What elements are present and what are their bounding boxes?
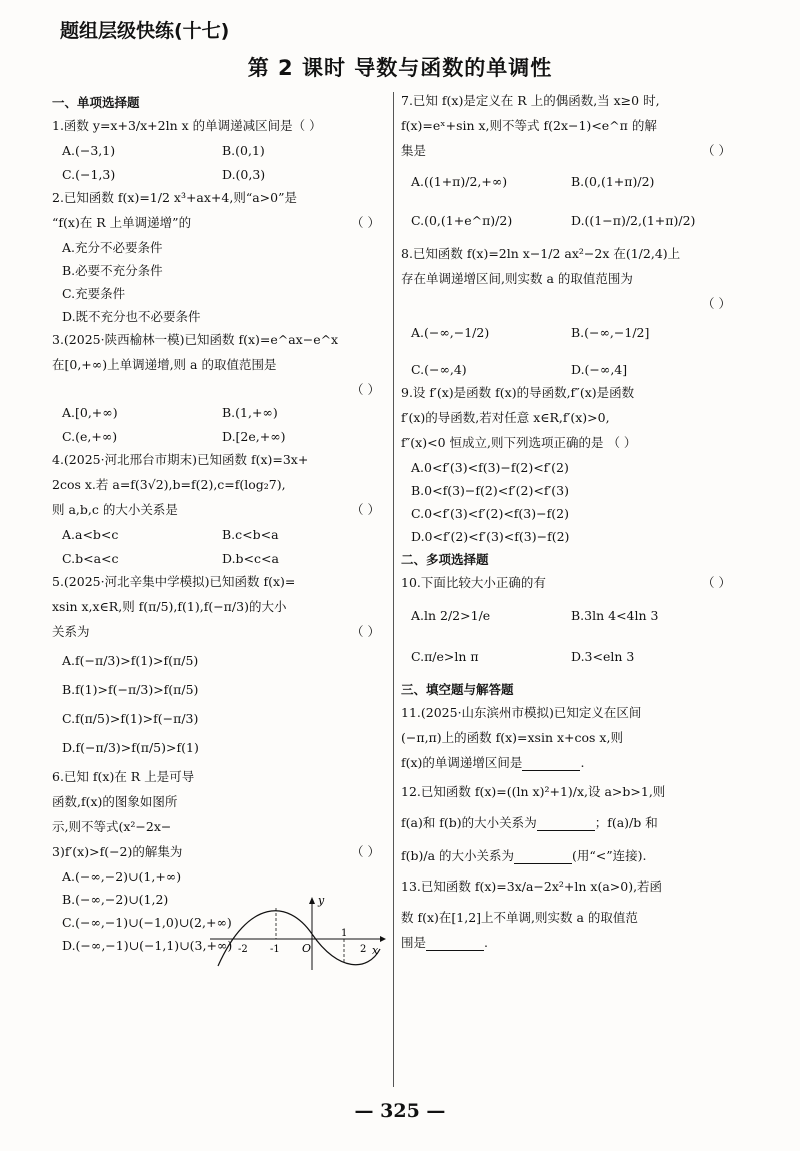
right-column xyxy=(401,92,741,959)
question-text: 围是 . xyxy=(401,935,488,950)
question-text: 1.函数 y=x+3/x+2ln x 的单调递减区间是（ ） xyxy=(52,118,322,133)
tick-label: 2 xyxy=(360,944,367,955)
question-text: 9.设 f′(x)是函数 f(x)的导函数,f″(x)是函数 xyxy=(401,385,635,400)
option-b: B.f(1)>f(−π/3)>f(π/5) xyxy=(62,682,199,697)
question-text: 3.(2025·陕西榆林一模)已知函数 f(x)=e^ax−e^x xyxy=(52,332,339,347)
question-text xyxy=(401,574,741,591)
question-text: 7.已知 f(x)是定义在 R 上的偶函数,当 x≥0 时, xyxy=(401,93,660,108)
section-multiple-choice: 二、多项选择题 xyxy=(401,552,489,567)
question-11 xyxy=(401,704,741,771)
question-text: 在[0,+∞)上单调递增,则 a 的取值范围是 xyxy=(52,357,277,372)
function-graph xyxy=(208,894,388,974)
question-text: (−π,π)上的函数 f(x)=xsin x+cos x,则 xyxy=(401,730,623,745)
option-d: D.((1−π)/2,(1+π)/2) xyxy=(571,213,696,228)
option-c: C.(−∞,4) xyxy=(411,362,467,377)
question-text: 4.(2025·河北邢台市期末)已知函数 f(x)=3x+ xyxy=(52,452,309,467)
answer-paren: （ ） xyxy=(351,844,380,859)
question-12 xyxy=(401,783,741,864)
question-text: 函数,f(x)的图象如图所 xyxy=(52,794,178,809)
options xyxy=(62,404,390,445)
question-5 xyxy=(52,573,390,756)
question-text: 示,则不等式(x²−2x− xyxy=(52,819,172,834)
option-d: D.3<eln 3 xyxy=(571,649,635,664)
option-a: A.(−∞,−1/2) xyxy=(411,325,490,340)
question-text: 6.已知 f(x)在 R 上是可导 xyxy=(52,769,195,784)
option-a: A.[0,+∞) xyxy=(62,405,118,420)
option-a: A.(−∞,−2)∪(1,+∞) xyxy=(62,869,182,884)
question-text: 12.已知函数 f(x)=((ln x)²+1)/x,设 a>b>1,则 xyxy=(401,784,666,799)
answer-paren: （ ） xyxy=(351,624,380,639)
question-text-part: 3)f′(x)>f(−2)的解集为 xyxy=(52,844,183,859)
left-column xyxy=(52,92,390,960)
option-a: A.a<b<c xyxy=(62,527,119,542)
option-b: B.(−∞,−2)∪(1,2) xyxy=(62,892,169,907)
question-text: 存在单调递增区间,则实数 a 的取值范围为 xyxy=(401,271,633,286)
options xyxy=(411,607,741,665)
question-text: f″(x)<0 恒成立,则下列选项正确的是 （ ） xyxy=(401,435,637,450)
option-c: C.f(π/5)>f(1)>f(−π/3) xyxy=(62,711,199,726)
options xyxy=(411,173,741,229)
question-text xyxy=(52,214,390,231)
answer-paren: （ ） xyxy=(702,296,731,311)
question-text: 13.已知函数 f(x)=3x/a−2x²+ln x(a>0),若函 xyxy=(401,879,663,894)
option-b: B.c<b<a xyxy=(222,527,279,542)
question-7 xyxy=(401,92,741,229)
section-single-choice: 一、单项选择题 xyxy=(52,95,140,110)
options xyxy=(62,526,390,567)
answer-blank[interactable] xyxy=(522,758,580,771)
option-b: B.0<f(3)−f(2)<f′(2)<f′(3) xyxy=(411,483,570,498)
option-b: B.3ln 4<4ln 3 xyxy=(571,608,659,623)
question-text-part: f(b)/a 的大小关系为 xyxy=(401,848,515,863)
question-text: xsin x,x∈R,则 f(π/5),f(1),f(−π/3)的大小 xyxy=(52,599,287,614)
question-13 xyxy=(401,878,741,951)
question-4 xyxy=(52,451,390,567)
answer-paren: （ ） xyxy=(351,502,380,517)
answer-blank[interactable] xyxy=(426,938,484,951)
question-text: 2cos x.若 a=f(3√2),b=f(2),c=f(log₂7), xyxy=(52,477,286,492)
header-title: 题组层级快练(十七) xyxy=(60,20,230,42)
question-text: 5.(2025·河北辛集中学模拟)已知函数 f(x)= xyxy=(52,574,296,589)
answer-paren: （ ） xyxy=(702,143,731,158)
section-fill-in: 三、填空题与解答题 xyxy=(401,682,514,697)
option-c: C.π/e>ln π xyxy=(411,649,479,664)
question-text xyxy=(401,142,741,159)
question-3 xyxy=(52,331,390,445)
question-text-part: 集是 xyxy=(401,143,427,158)
question-9 xyxy=(401,384,741,545)
option-c: C.(0,(1+e^π)/2) xyxy=(411,213,513,228)
answer-paren: （ ） xyxy=(351,215,380,230)
question-text-part: “f(x)在 R 上单调递增”的 xyxy=(52,215,192,230)
question-text: 2.已知函数 f(x)=1/2 x³+ax+4,则“a>0”是 xyxy=(52,190,297,205)
question-text xyxy=(52,843,390,860)
tick-label: -2 xyxy=(238,944,248,955)
option-a: A.(−3,1) xyxy=(62,143,116,158)
option-d: D.[2e,+∞) xyxy=(222,429,286,444)
question-text xyxy=(401,814,741,831)
option-d: D.既不充分也不必要条件 xyxy=(62,309,201,324)
option-a: A.f(−π/3)>f(1)>f(π/5) xyxy=(62,653,199,668)
options xyxy=(411,324,741,378)
question-text-part: 10.下面比较大小正确的有 xyxy=(401,575,546,590)
option-c: C.(−1,3) xyxy=(62,167,116,182)
question-text-part: f(a)和 f(b)的大小关系为 xyxy=(401,815,537,830)
question-text: f(x)的单调递增区间是 . xyxy=(401,755,585,770)
answer-paren: （ ） xyxy=(702,575,731,590)
question-text-part: ；f(a)/b 和 xyxy=(594,815,658,830)
option-c: C.(e,+∞) xyxy=(62,429,118,444)
option-b: B.(−∞,−1/2] xyxy=(571,325,650,340)
question-1 xyxy=(52,117,390,183)
option-d: D.b<c<a xyxy=(222,551,279,566)
option-b: B.(1,+∞) xyxy=(222,405,278,420)
x-axis-arrow xyxy=(380,936,386,942)
question-text: 数 f(x)在[1,2]上不单调,则实数 a 的取值范 xyxy=(401,910,638,925)
question-text-part: 关系为 xyxy=(52,624,90,639)
y-label: y xyxy=(318,894,325,907)
option-c: C.充要条件 xyxy=(62,286,126,301)
question-text-part: (用“<”连接). xyxy=(572,848,647,863)
tick-label: -1 xyxy=(270,944,280,955)
option-b: B.(0,(1+π)/2) xyxy=(571,174,655,189)
lesson-title: 第 2 课时 导数与函数的单调性 xyxy=(247,56,553,80)
answer-paren: （ ） xyxy=(351,382,380,397)
option-b: B.(0,1) xyxy=(222,143,265,158)
option-c: C.b<a<c xyxy=(62,551,119,566)
origin-label: O xyxy=(302,942,312,955)
question-text: f(x)=eˣ+sin x,则不等式 f(2x−1)<e^π 的解 xyxy=(401,118,657,133)
option-d: D.f(−π/3)>f(π/5)>f(1) xyxy=(62,740,199,755)
option-d: D.(0,3) xyxy=(222,167,266,182)
question-text xyxy=(401,847,741,864)
page-number: — 325 — xyxy=(354,1100,446,1122)
options xyxy=(62,142,390,183)
question-2 xyxy=(52,189,390,325)
question-text xyxy=(52,623,390,640)
curve xyxy=(218,911,380,966)
option-a: A.((1+π)/2,+∞) xyxy=(411,174,508,189)
option-d: D.0<f′(2)<f′(3)<f(3)−f(2) xyxy=(411,529,570,544)
question-8 xyxy=(401,245,741,378)
answer-blank[interactable] xyxy=(514,851,572,864)
question-text: 11.(2025·山东滨州市模拟)已知定义在区间 xyxy=(401,705,642,720)
question-text: 8.已知函数 f(x)=2ln x−1/2 ax²−2x 在(1/2,4)上 xyxy=(401,246,681,261)
question-text xyxy=(52,501,390,518)
question-text-part: f(x)的单调递增区间是 xyxy=(401,755,523,770)
question-text-part: 则 a,b,c 的大小关系是 xyxy=(52,502,178,517)
option-a: A.0<f′(3)<f(3)−f(2)<f′(2) xyxy=(411,460,569,475)
option-a: A.充分不必要条件 xyxy=(62,240,163,255)
option-b: B.必要不充分条件 xyxy=(62,263,163,278)
question-10 xyxy=(401,574,741,665)
option-c: C.0<f′(3)<f′(2)<f(3)−f(2) xyxy=(411,506,569,521)
x-label: x xyxy=(372,944,379,957)
question-text: f′(x)的导函数,若对任意 x∈R,f′(x)>0, xyxy=(401,410,610,425)
option-c: C.(−∞,−1)∪(−1,0)∪(2,+∞) xyxy=(62,915,232,930)
tick-label: 1 xyxy=(341,928,348,939)
y-axis-arrow xyxy=(309,897,315,904)
column-divider xyxy=(393,92,394,1087)
question-text-part: 围是 xyxy=(401,935,427,950)
answer-blank[interactable] xyxy=(537,818,595,831)
option-d: D.(−∞,−1)∪(−1,1)∪(3,+∞) xyxy=(62,938,233,953)
option-a: A.ln 2/2>1/e xyxy=(411,608,491,623)
option-d: D.(−∞,4] xyxy=(571,362,628,377)
